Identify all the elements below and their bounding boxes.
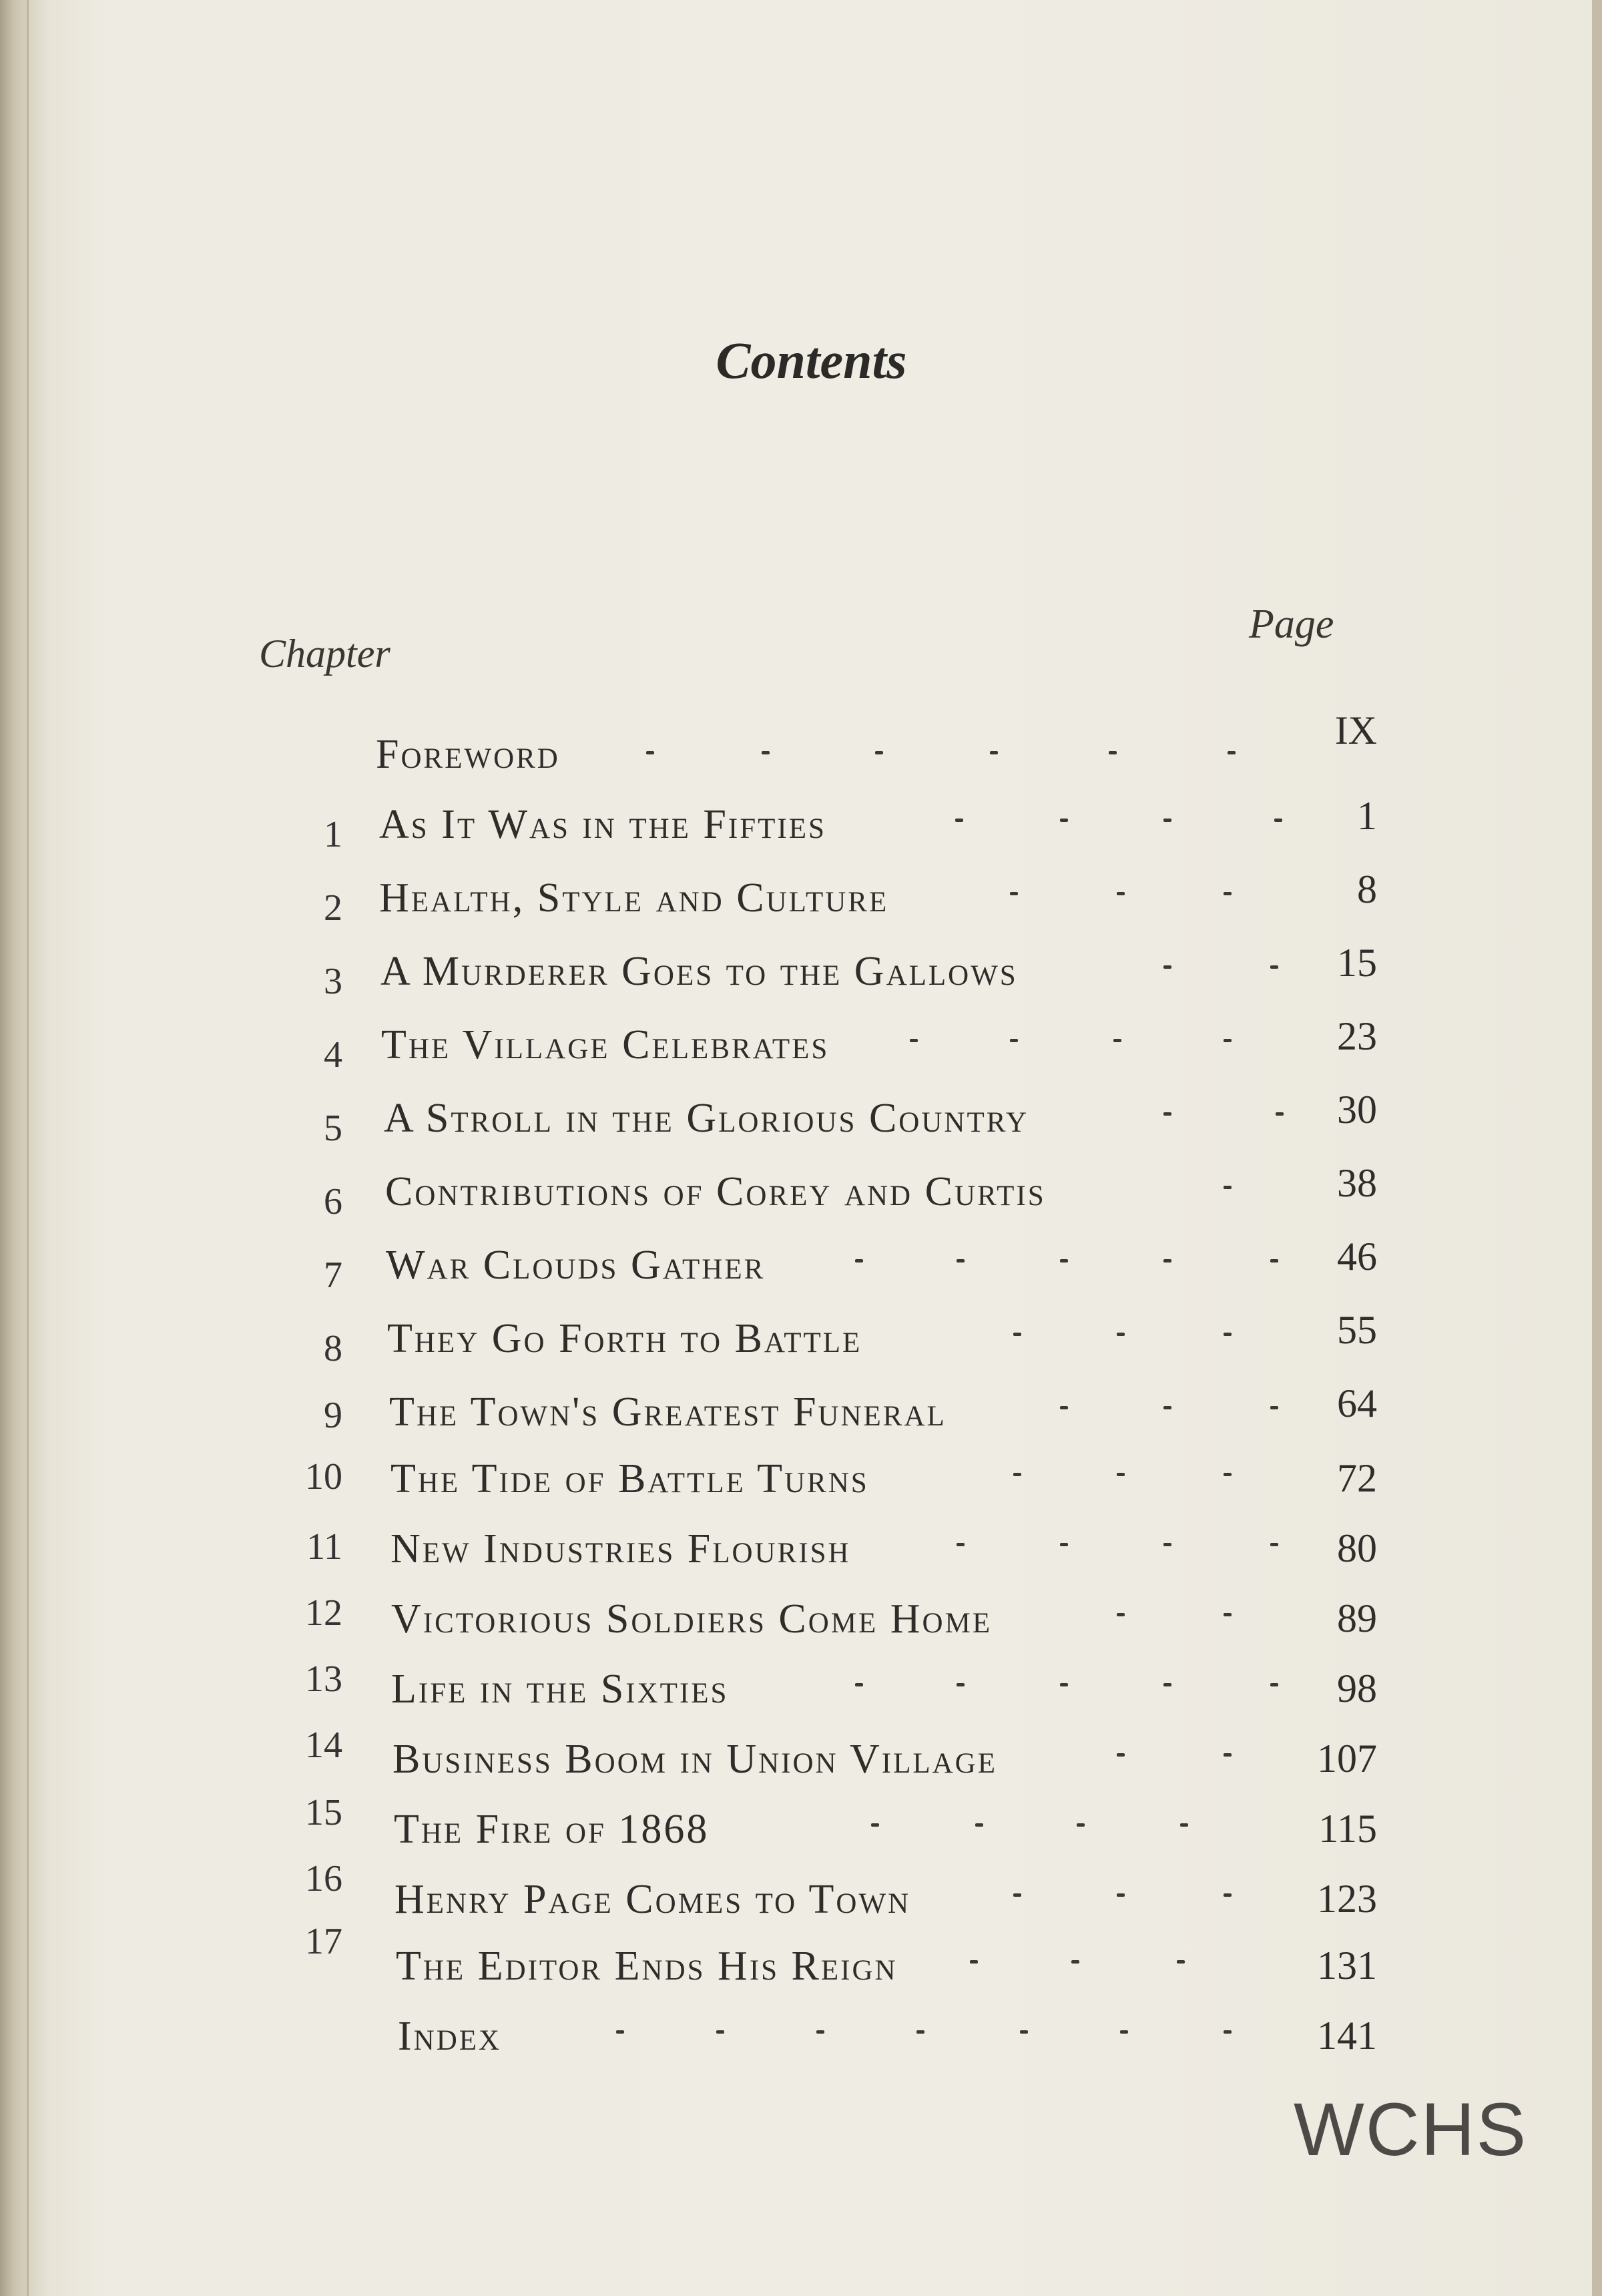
page-number: 55 [1337,1308,1377,1352]
chapter-title: A Murderer Goes to the Gallows [380,949,1018,994]
leader-dot [1117,1473,1125,1476]
chapter-number: 1 [324,814,342,855]
watermark: WCHS [1294,2088,1528,2171]
chapter-title: A Stroll in the Glorious Country [384,1096,1029,1141]
toc-entry [29,1858,1594,1936]
page-number: 141 [1317,2014,1377,2058]
leader-dot [855,1683,863,1686]
leader-dot [916,2030,924,2034]
page-column-header: Page [1249,602,1334,647]
page-number: 98 [1337,1666,1377,1710]
chapter-title: Index [398,2014,502,2059]
page-number: 38 [1337,1161,1377,1205]
leader-dot [955,819,963,822]
chapter-number: 7 [324,1254,342,1296]
leader-dot [1010,892,1018,895]
page-number: 1 [1357,794,1377,838]
chapter-title: New Industries Flourish [390,1526,851,1572]
leader-dot [1010,1039,1018,1042]
toc-entry [29,1234,1594,1302]
leader-dot [1117,1333,1125,1336]
chapter-number: 10 [305,1456,342,1498]
chapter-title: Business Boom in Union Village [392,1737,997,1782]
toc-entry [29,1014,1594,1082]
leader-dot [1109,751,1117,754]
page-number: 107 [1317,1737,1377,1781]
chapter-number: 11 [306,1526,342,1568]
leader-dot [1060,1406,1068,1409]
toc-entry [29,2013,1594,2073]
leader-dot [1013,1333,1021,1336]
toc-entry [29,1526,1594,1586]
page-number: IX [1334,708,1377,752]
chapter-number: 17 [305,1921,342,1962]
leader-dot [957,1543,965,1546]
page-number: 115 [1318,1807,1377,1851]
toc-entry [29,1921,1594,2003]
leader-dot [975,1823,983,1827]
leader-dot [990,751,998,754]
chapter-column-header: Chapter [259,632,390,676]
chapter-number: 9 [324,1395,342,1436]
chapter-number: 5 [324,1108,342,1149]
page-number: 131 [1317,1943,1377,1988]
leader-dot [957,1259,965,1262]
leader-dot [957,1683,965,1686]
leader-dot [1077,1823,1085,1827]
chapter-title: War Clouds Gather [386,1242,766,1288]
leader-dot [646,751,654,754]
toc-entry [29,1308,1594,1375]
leader-dot [970,1960,978,1964]
chapter-number: 8 [324,1328,342,1369]
chapter-number: 3 [324,961,342,1002]
page-number: 64 [1337,1381,1377,1425]
toc-entry [29,1161,1594,1228]
page-number: 30 [1337,1088,1377,1132]
page-number: 89 [1337,1596,1377,1640]
toc-entry [29,1455,1594,1516]
book-spine-shadow [0,0,27,2296]
leader-dot [1117,892,1125,895]
page-number: 8 [1357,867,1377,911]
chapter-title: The Tide of Battle Turns [390,1456,869,1502]
leader-dot [1060,1683,1068,1686]
chapter-number: 4 [324,1034,342,1076]
leader-dot [1020,2030,1028,2034]
toc-entry [29,1658,1594,1726]
toc-entry [29,1592,1594,1656]
toc-entry [29,1088,1594,1155]
toc-entry [29,941,1594,1008]
leader-dot [1117,1753,1125,1757]
leader-dot [871,1823,879,1827]
leader-dot [1060,819,1068,822]
chapter-number: 6 [324,1181,342,1222]
chapter-title: Foreword [376,732,560,777]
chapter-number: 15 [305,1792,342,1833]
leader-dot [1013,1473,1021,1476]
leader-dot [1117,1613,1125,1616]
toc-entry [29,1792,1594,1866]
page-edge [1592,0,1602,2296]
chapter-number: 13 [305,1658,342,1700]
leader-dot [1013,1893,1021,1897]
leader-dot [855,1259,863,1262]
chapter-title: They Go Forth to Battle [387,1316,862,1361]
chapter-number: 16 [305,1858,342,1899]
leader-dot [616,2030,624,2034]
leader-dot [1117,1893,1125,1897]
chapter-number: 2 [324,887,342,929]
chapter-title: Health, Style and Culture [379,875,889,921]
toc-entry [29,708,1594,791]
chapter-title: The Town's Greatest Funeral [389,1389,947,1435]
toc-entry [29,794,1594,861]
page-number: 46 [1337,1234,1377,1279]
chapter-title: The Editor Ends His Reign [396,1943,898,1989]
page-number: 80 [1337,1526,1377,1570]
leader-dot [910,1039,918,1042]
leader-dot [1071,1960,1079,1964]
chapter-title: As It Was in the Fifties [379,802,826,847]
chapter-number: 12 [305,1592,342,1634]
chapter-title: Contributions of Corey and Curtis [385,1169,1046,1214]
page-number: 23 [1337,1014,1377,1058]
leader-dot [816,2030,824,2034]
chapter-title: Victorious Soldiers Come Home [391,1596,993,1642]
toc-entry [29,1725,1594,1796]
chapter-number: 14 [305,1725,342,1766]
chapter-title: Life in the Sixties [391,1666,729,1712]
leader-dot [1060,1259,1068,1262]
leader-dot [1060,1543,1068,1546]
leader-dot [762,751,770,754]
toc-entry [29,1381,1594,1449]
page-number: 72 [1337,1456,1377,1500]
chapter-title: Henry Page Comes to Town [394,1877,911,1922]
page-number: 15 [1337,941,1377,985]
page-number: 123 [1317,1877,1377,1921]
leader-dot [1113,1039,1121,1042]
toc-entry [29,867,1594,935]
chapter-title: The Fire of 1868 [394,1807,710,1852]
chapter-title: The Village Celebrates [381,1022,830,1068]
leader-dot [875,751,883,754]
page-title: Contents [716,331,907,389]
leader-dot [1120,2030,1128,2034]
leader-dot [716,2030,724,2034]
book-page [27,0,1594,2296]
